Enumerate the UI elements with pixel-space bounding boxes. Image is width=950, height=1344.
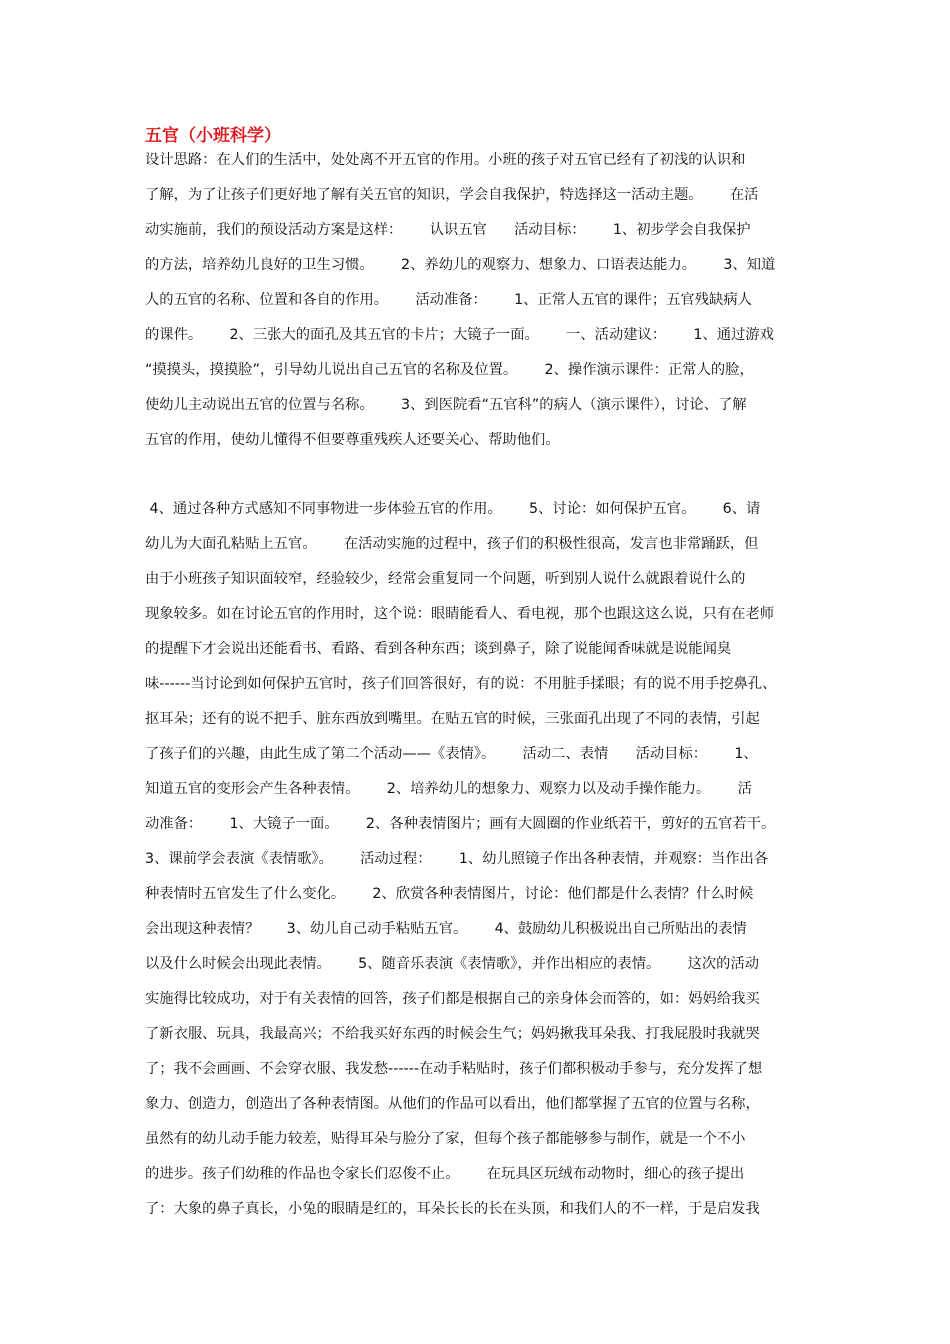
paragraph-line: 会出现这种表情？ 3、幼儿自己动手粘贴五官。 4、鼓励幼儿积极说出自己所贴出的表情 (145, 921, 747, 937)
paragraph-line: 的提醒下才会说出还能看书、看路、看到各种东西；谈到鼻子，除了说能闻香味就是说能闻臭 (145, 641, 732, 657)
paragraph-line: 五官的作用，使幼儿懂得不但要尊重残疾人还要关心、帮助他们。 (145, 432, 560, 448)
paragraph-line: 种表情时五官发生了什么变化。 2、欣赏各种表情图片，讨论：他们都是什么表情？什么时候 (145, 886, 754, 902)
paragraph-line: 了解，为了让孩子们更好地了解有关五官的知识，学会自我保护，特选择这一活动主题。 在活 (145, 187, 759, 203)
paragraph-line: 象力、创造力，创造出了各种表情图。从他们的作品可以看出，他们都掌握了五官的位置与名称， (145, 1096, 760, 1112)
paragraph-line: 虽然有的幼儿动手能力较差，贴得耳朵与脸分了家，但每个孩子都能够参与制作，就是一个不小 (145, 1131, 746, 1147)
paragraph-line: 的进步。孩子们幼稚的作品也令家长们忍俊不止。 在玩具区玩绒布动物时，细心的孩子提出 (145, 1166, 745, 1182)
paragraph-line: 4、通过各种方式感知不同事物进一步体验五官的作用。 5、讨论：如何保护五官。 6、请 (145, 501, 761, 517)
paragraph-line: 设计思路：在人们的生活中，处处离不开五官的作用。小班的孩子对五官已经有了初浅的认识和 (145, 152, 746, 168)
paragraph-line: 抠耳朵；还有的说不把手、脏东西放到嘴里。在贴五官的时候，三张面孔出现了不同的表情，引起 (145, 711, 760, 727)
paragraph-line: 了孩子们的兴趣，由此生成了第二个活动——《表情》。 活动二、表情 活动目标： 1、 (145, 746, 758, 762)
paragraph-line: 使幼儿主动说出五官的位置与名称。 3、到医院看“五官科”的病人（演示课件），讨论、了解 (145, 397, 747, 413)
paragraph-line: “摸摸头，摸摸脸”，引导幼儿说出自己五官的名称及位置。 2、操作演示课件：正常人的脸， (145, 362, 754, 378)
paragraph-line: 由于小班孩子知识面较窄，经验较少，经常会重复同一个问题，听到别人说什么就跟着说什么的 (145, 571, 746, 587)
paragraph-line: 味------当讨论到如何保护五官时，孩子们回答很好，有的说：不用脏手揉眼；有的说不用手挖鼻孔、 (145, 676, 777, 692)
paragraph-line: 人的五官的名称、位置和各自的作用。 活动准备： 1、正常人五官的课件；五官残缺病人 (145, 292, 752, 308)
document-title: 五官（小班科学） (145, 126, 281, 146)
paragraph-line: 了：大象的鼻子真长，小兔的眼睛是红的，耳朵长长的长在头顶，和我们人的不一样，于是启发我 (145, 1201, 760, 1217)
paragraph-line: 幼儿为大面孔粘贴上五官。 在活动实施的过程中，孩子们的积极性很高，发言也非常踊跃，但 (145, 536, 759, 552)
paragraph-line: 动准备： 1、大镜子一面。 2、各种表情图片；画有大圆圈的作业纸若干，剪好的五官若干。 (145, 816, 776, 832)
paragraph-line: 实施得比较成功，对于有关表情的回答，孩子们都是根据自己的亲身体会而答的，如：妈妈给我买 (145, 991, 760, 1007)
paragraph-line: 3、课前学会表演《表情歌》。 活动过程： 1、幼儿照镜子作出各种表情，并观察：当作出各 (145, 851, 769, 867)
paragraph-line: 的课件。 2、三张大的面孔及其五官的卡片；大镜子一面。 一、活动建议： 1、通过游戏 (145, 327, 774, 343)
paragraph-line: 以及什么时候会出现此表情。 5、随音乐表演《表情歌》，并作出相应的表情。 这次的活动 (145, 956, 760, 972)
paragraph-line: 现象较多。如在讨论五官的作用时，这个说：眼睛能看人、看电视，那个也跟这这么说，只有在老师 (145, 606, 775, 622)
paragraph-line: 动实施前，我们的预设活动方案是这样： 认识五官 活动目标： 1、初步学会自我保护 (145, 222, 751, 238)
paragraph-line: 了新衣服、玩具，我最高兴；不给我买好东西的时候会生气；妈妈揪我耳朵我、打我屁股时我就哭 (145, 1026, 760, 1042)
paragraph-line: 了；我不会画画、不会穿衣服、我发愁------在动手粘贴时，孩子们都积极动手参与，充分发挥了想 (145, 1061, 763, 1077)
paragraph-line: 知道五官的变形会产生各种表情。 2、培养幼儿的想象力、观察力以及动手操作能力。 活 (145, 781, 752, 797)
paragraph-line: 的方法，培养幼儿良好的卫生习惯。 2、养幼儿的观察力、想象力、口语表达能力。 3、知道 (145, 257, 776, 273)
